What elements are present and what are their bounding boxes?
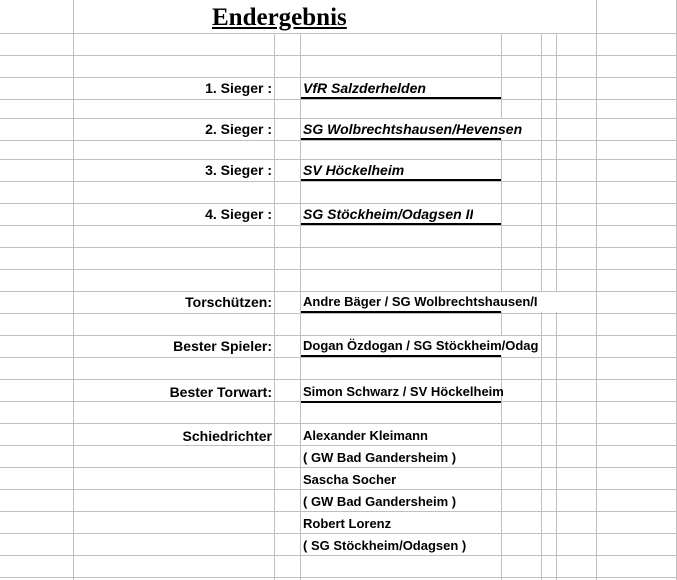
page-title: Endergebnis bbox=[212, 4, 347, 31]
best-goalkeeper-label[interactable]: Bester Torwart: bbox=[169, 384, 272, 400]
grid-line bbox=[0, 140, 677, 141]
winner-2-value[interactable]: SG Wolbrechtshausen/Hevensen bbox=[303, 119, 526, 139]
top-scorer-value[interactable]: Andre Bäger / SG Wolbrechtshausen/I bbox=[303, 292, 557, 312]
referee-line[interactable]: Sascha Socher bbox=[303, 472, 397, 487]
winner-2-label[interactable]: 2. Sieger : bbox=[205, 121, 272, 137]
grid-line bbox=[556, 0, 557, 580]
grid-line bbox=[300, 0, 301, 580]
underline bbox=[301, 97, 501, 99]
winner-4-value[interactable]: SG Stöckheim/Odagsen II bbox=[303, 206, 474, 222]
underline bbox=[301, 355, 501, 357]
winner-1-value[interactable]: VfR Salzderhelden bbox=[303, 80, 426, 96]
referees-label[interactable]: Schiedrichter bbox=[182, 428, 272, 444]
underline bbox=[301, 311, 501, 313]
grid-line bbox=[0, 423, 677, 424]
underline bbox=[301, 401, 501, 403]
underline bbox=[301, 138, 501, 140]
best-goalkeeper-value[interactable]: Simon Schwarz / SV Höckelheim bbox=[303, 384, 504, 399]
winner-4-label[interactable]: 4. Sieger : bbox=[205, 206, 272, 222]
grid-line bbox=[501, 0, 502, 580]
referee-line[interactable]: ( GW Bad Gandersheim ) bbox=[303, 450, 457, 465]
grid-line bbox=[0, 181, 677, 182]
best-player-label[interactable]: Bester Spieler: bbox=[173, 338, 272, 354]
grid-line bbox=[274, 0, 275, 580]
grid-line bbox=[0, 577, 677, 578]
grid-line bbox=[0, 33, 677, 34]
grid-line bbox=[0, 379, 677, 380]
best-player-value[interactable]: Dogan Özdogan / SG Stöckheim/Odag bbox=[303, 336, 541, 356]
grid-line bbox=[0, 99, 677, 100]
grid-line bbox=[0, 225, 677, 226]
winner-3-value[interactable]: SV Höckelheim bbox=[303, 162, 405, 178]
grid-line bbox=[0, 55, 677, 56]
grid-line bbox=[596, 0, 597, 580]
referee-line[interactable]: ( SG Stöckheim/Odagsen ) bbox=[303, 538, 467, 553]
referee-line[interactable]: ( GW Bad Gandersheim ) bbox=[303, 494, 457, 509]
grid-line bbox=[0, 247, 677, 248]
grid-line bbox=[0, 269, 677, 270]
winner-3-label[interactable]: 3. Sieger : bbox=[205, 162, 272, 178]
referee-line[interactable]: Alexander Kleimann bbox=[303, 428, 428, 443]
top-scorer-label[interactable]: Torschützen: bbox=[185, 294, 272, 310]
grid-line bbox=[0, 357, 677, 358]
referee-line[interactable]: Robert Lorenz bbox=[303, 516, 392, 531]
underline bbox=[301, 179, 501, 181]
underline bbox=[301, 223, 501, 225]
winner-1-label[interactable]: 1. Sieger : bbox=[205, 80, 272, 96]
grid-line bbox=[541, 0, 542, 580]
grid-line bbox=[0, 313, 677, 314]
